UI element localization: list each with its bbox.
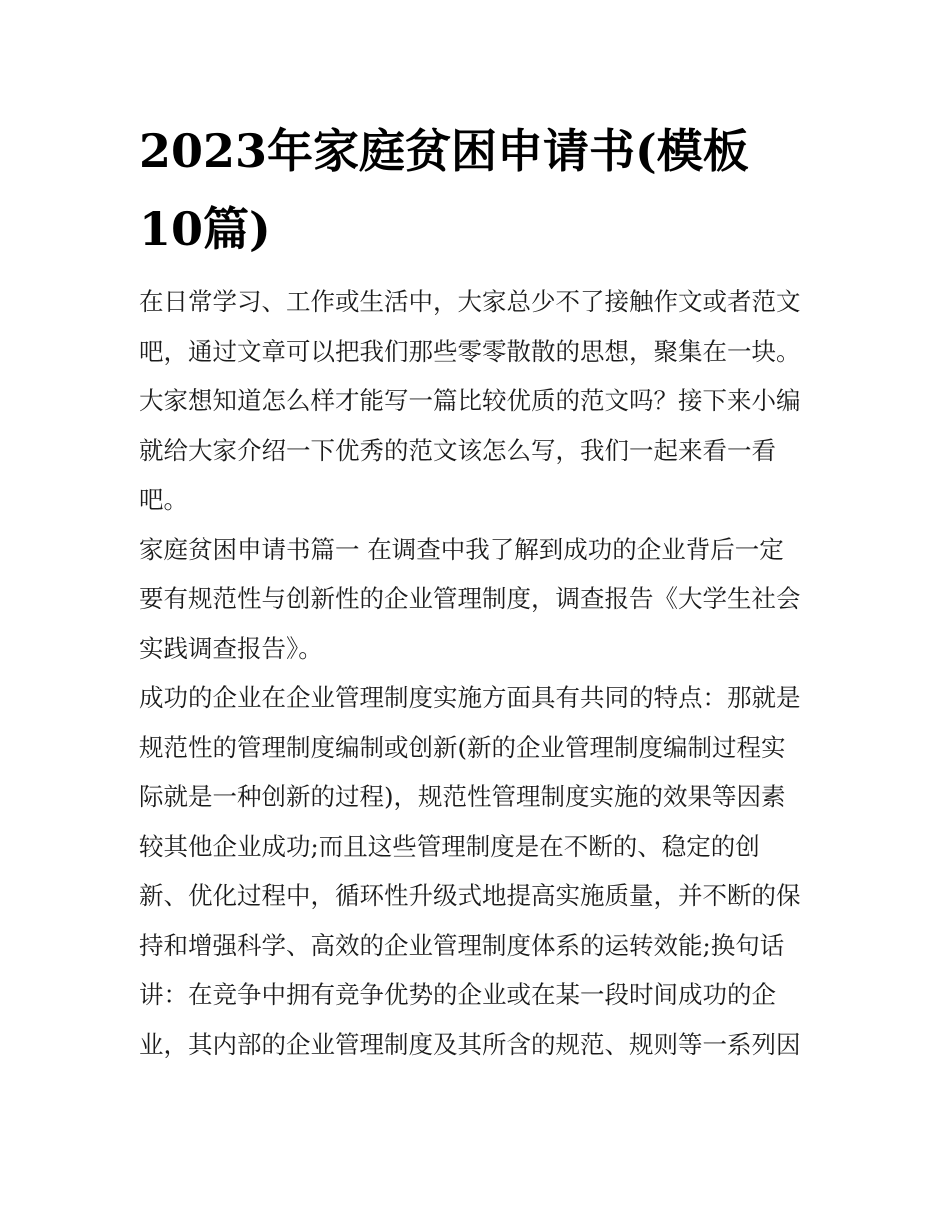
body-line: 讲：在竞争中拥有竞争优势的企业或在某一段时间成功的企: [139, 980, 776, 1009]
body-line: 在日常学习、工作或生活中，大家总少不了接触作文或者范文: [139, 287, 801, 316]
body-line: 际就是一种创新的过程)，规范性管理制度实施的效果等因素: [139, 782, 786, 811]
body-line: 家庭贫困申请书篇一 在调查中我了解到成功的企业背后一定: [139, 534, 784, 564]
body-line: 就给大家介绍一下优秀的范文该怎么写，我们一起来看一看: [139, 435, 776, 465]
body-line: 业，其内部的企业管理制度及其所含的规范、规则等一系列因: [139, 1029, 801, 1059]
document-title: [139, 112, 819, 268]
title-line-2: 10篇): [139, 202, 271, 256]
body-line: 吧。: [139, 485, 188, 514]
body-line: 吧，通过文章可以把我们那些零零散散的思想，聚集在一块。: [139, 336, 801, 366]
body-line: 要有规范性与创新性的企业管理制度，调查报告《大学生社会: [139, 584, 801, 613]
body-line: 规范性的管理制度编制或创新(新的企业管理制度编制过程实: [139, 732, 786, 762]
body-line: 新、优化过程中，循环性升级式地提高实施质量，并不断的保: [139, 881, 801, 910]
body-line: 大家想知道怎么样才能写一篇比较优质的范文吗？接下来小编: [139, 386, 801, 415]
body-line: 持和增强科学、高效的企业管理制度体系的运转效能;换句话: [139, 930, 785, 960]
document-body: [139, 277, 819, 1069]
body-line: 成功的企业在企业管理制度实施方面具有共同的特点：那就是: [139, 683, 801, 712]
title-line-1: 2023年家庭贫困申请书(模板: [139, 124, 749, 178]
body-line: 较其他企业成功;而且这些管理制度是在不断的、稳定的创: [139, 831, 760, 861]
body-line: 实践调查报告》。: [139, 633, 323, 663]
